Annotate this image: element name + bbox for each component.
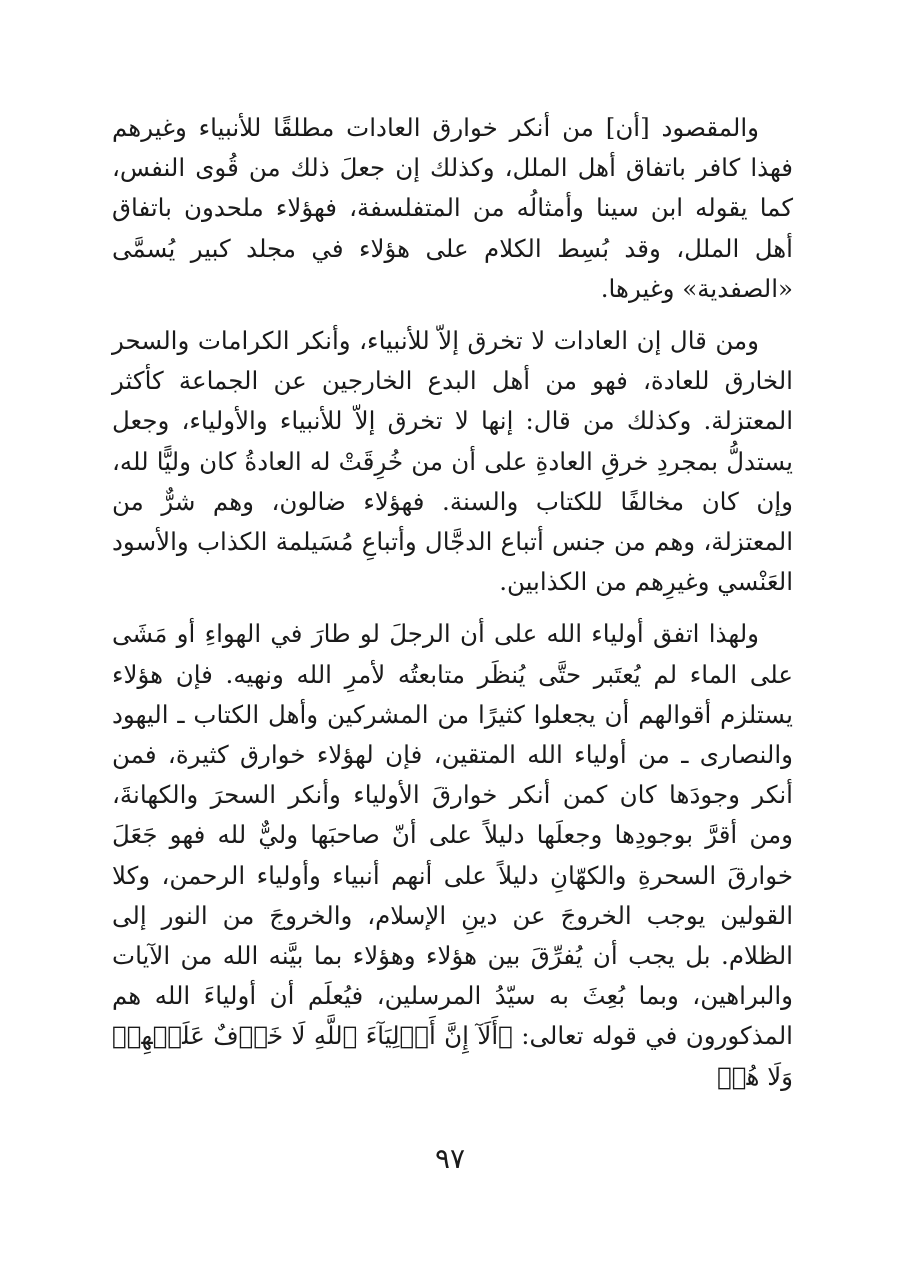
paragraph-1: والمقصود [أن] من أنكر خوارق العادات مطلقًا للأنبياء وغيرهم فهذا كافر باتفاق أهل الملل، وكذلك إن جعلَ ذلك من قُوى النفس، كما يقوله ابن سينا وأمثالُه من المتفلسفة، فهؤلاء ملحدون باتفاق أهل الملل، وقد بُسِط الكلام على هؤلاء في مجلد كبير يُسمَّى «الصفدية» وغيرها. [112,113,793,303]
page-body [112,108,793,1109]
paragraph-3: ولهذا اتفق أولياء الله على أن الرجلَ لو طارَ في الهواءِ أو مَشَى على الماء لم يُعتَبر حتَّى يُنظَر متابعتُه لأمرِ الله ونهيه. فإن هؤلاء يستلزم أقوالهم أن يجعلوا كثيرًا من المشركين وأهل الكتاب ـ اليهود والنصارى ـ من أولياء الله المتقين، فإن لهؤلاء خوارق كثيرة، فمن أنكر وجودَها كان كمن أنكر خوارقَ الأولياء وأنكر السحرَ والكهانةَ، ومن أقرَّ بوجودِها وجعلَها دليلاً على أنّ صاحبَها وليٌّ لله فهو جَعَلَ خوارقَ السحرةِ والكهّانِ دليلاً على أنهم أنبياء وأولياء الرحمن، وكلا القولين يوجب الخروجَ عن دينِ الإسلام، والخروجَ من النور إلى الظلام. بل يجب أن يُفرِّقَ بين هؤلاء وهؤلاء بما بيَّنه الله من الآيات والبراهين، وبما بُعِثَ به سيّدُ المرسلين، فيُعلَم أن أولياءَ الله هم المذكورون في قوله تعالى: ﴿أَلَآ إِنَّ أَوۡلِيَآءَ ٱللَّهِ لَا خَوۡفٌ عَلَيۡهِمۡ وَلَا هُمۡ [112,619,793,1091]
page-number: ٩٧ [434,1142,466,1175]
paragraph-2: ومن قال إن العادات لا تخرق إلاّ للأنبياء، وأنكر الكرامات والسحر الخارق للعادة، فهو من أهل البدع الخارجين عن الجماعة كأكثر المعتزلة. وكذلك من قال: إنها لا تخرق إلاّ للأنبياء والأولياء، وجعل يستدلُّ بمجردِ خرقِ العادةِ على أن من خُرِقَتْ له العادةُ كان وليًّا لله، وإن كان مخالفًا للكتاب والسنة. فهؤلاء ضالون، وهم شرٌّ من المعتزلة، وهم من جنس أتباع الدجَّال وأتباعِ مُسَيلمة الكذاب والأسود العَنْسي وغيرِهم من الكذابين. [112,326,793,597]
